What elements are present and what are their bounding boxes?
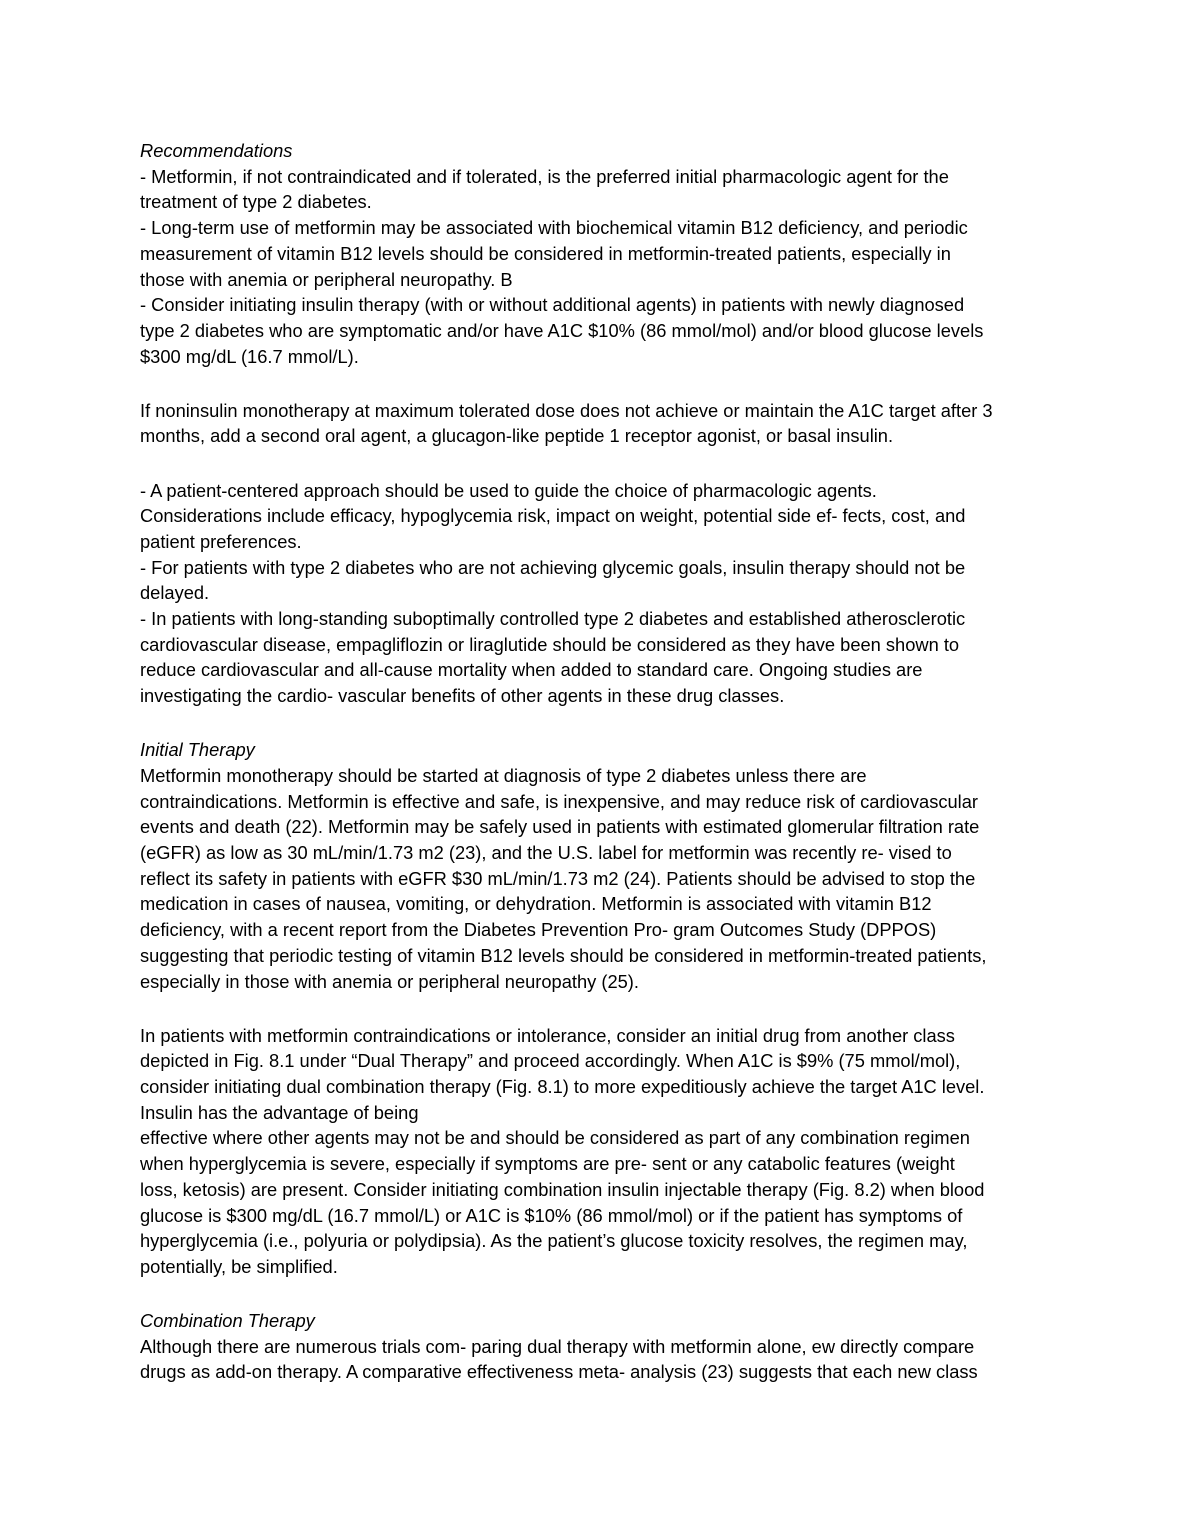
text-line: those with anemia or peripheral neuropathy. B (140, 268, 513, 290)
text-line: - For patients with type 2 diabetes who are not achieving glycemic goals, insulin therapy should not be (140, 556, 966, 578)
text-line: - A patient-centered approach should be used to guide the choice of pharmacologic agents. (140, 479, 877, 501)
text-line: - Metformin, if not contraindicated and if tolerated, is the preferred initial pharmacologic agent for the (140, 165, 949, 187)
paragraph-spacer (140, 1280, 1052, 1308)
text-line: measurement of vitamin B12 levels should be considered in metformin-treated patients, especially in (140, 242, 951, 264)
text-line: consider initiating dual combination therapy (Fig. 8.1) to more expeditiously achieve the target A1C level. (140, 1076, 985, 1098)
text-line: events and death (22). Metformin may be safely used in patients with estimated glomerular filtration rate (140, 816, 980, 838)
text-line: Metformin monotherapy should be started at diagnosis of type 2 diabetes unless there are (140, 764, 867, 786)
document-section (140, 398, 1052, 449)
text-line: (eGFR) as low as 30 mL/min/1.73 m2 (23), and the U.S. label for metformin was recently re- vised to (140, 842, 952, 864)
paragraph-spacer (140, 709, 1052, 737)
text-line: delayed. (140, 582, 210, 604)
section-heading: Combination Therapy (140, 1310, 315, 1332)
text-line: when hyperglycemia is severe, especially if symptoms are pre- sent or any catabolic features (weight (140, 1153, 955, 1175)
text-line: medication in cases of nausea, vomiting, or dehydration. Metformin is associated with vitamin B12 (140, 893, 932, 915)
document-section (140, 1023, 1052, 1280)
paragraph-spacer (140, 369, 1052, 397)
text-line: - Long-term use of metformin may be associated with biochemical vitamin B12 deficiency, and periodic (140, 217, 968, 239)
text-line: type 2 diabetes who are symptomatic and/or have A1C $10% (86 mmol/mol) and/or blood glucose levels (140, 319, 984, 341)
text-line: $300 mg/dL (16.7 mmol/L). (140, 345, 359, 367)
text-line: In patients with metformin contraindications or intolerance, consider an initial drug from another class (140, 1024, 955, 1046)
section-heading: Initial Therapy (140, 739, 255, 761)
text-line: loss, ketosis) are present. Consider initiating combination insulin injectable therapy (Fig. 8.2) when blood (140, 1178, 985, 1200)
text-line: patient preferences. (140, 530, 302, 552)
text-line: cardiovascular disease, empagliflozin or liraglutide should be considered as they have been shown to (140, 633, 960, 655)
text-line: months, add a second oral agent, a glucagon-like peptide 1 receptor agonist, or basal insulin. (140, 425, 894, 447)
text-line: drugs as add-on therapy. A comparative effectiveness meta- analysis (23) suggests that each new class (140, 1361, 978, 1383)
text-line: Although there are numerous trials com- paring dual therapy with metformin alone, ew directly compare (140, 1335, 975, 1357)
text-line: especially in those with anemia or peripheral neuropathy (25). (140, 970, 639, 992)
text-line: investigating the cardio- vascular benefits of other agents in these drug classes. (140, 685, 785, 707)
document-section (140, 138, 1052, 369)
text-line: - Consider initiating insulin therapy (with or without additional agents) in patients with newly diagnosed (140, 294, 965, 316)
text-line: glucose is $300 mg/dL (16.7 mmol/L) or A1C is $10% (86 mmol/mol) or if the patient has symptoms of (140, 1204, 963, 1226)
section-heading: Recommendations (140, 140, 293, 161)
text-line: deficiency, with a recent report from the Diabetes Prevention Pro- gram Outcomes Study (DPPOS) (140, 919, 937, 941)
text-line: hyperglycemia (i.e., polyuria or polydipsia). As the patient’s glucose toxicity resolves, the regimen may, (140, 1230, 968, 1252)
text-line: Insulin has the advantage of being (140, 1101, 419, 1123)
text-line: contraindications. Metformin is effective and safe, is inexpensive, and may reduce risk of cardiovascular (140, 790, 978, 812)
text-line: potentially, be simplified. (140, 1255, 338, 1277)
document-page (140, 138, 1052, 1385)
text-line: Considerations include efficacy, hypoglycemia risk, impact on weight, potential side ef- fects, cost, and (140, 505, 966, 527)
text-line: - In patients with long-standing suboptimally controlled type 2 diabetes and established atherosclerotic (140, 608, 966, 630)
text-line: suggesting that periodic testing of vitamin B12 levels should be considered in metformin-treated patients, (140, 944, 987, 966)
document-section (140, 737, 1052, 994)
text-line: reduce cardiovascular and all-cause mortality when added to standard care. Ongoing studies are (140, 659, 923, 681)
paragraph-spacer (140, 994, 1052, 1022)
text-line: depicted in Fig. 8.1 under “Dual Therapy” and proceed accordingly. When A1C is $9% (75 mmol/mol), (140, 1050, 961, 1072)
document-section (140, 478, 1052, 709)
document-section (140, 1308, 1052, 1385)
text-line: effective where other agents may not be and should be considered as part of any combination regimen (140, 1127, 970, 1149)
text-line: reflect its safety in patients with eGFR $30 mL/min/1.73 m2 (24). Patients should be advised to stop the (140, 867, 976, 889)
text-line: treatment of type 2 diabetes. (140, 191, 372, 213)
text-line: If noninsulin monotherapy at maximum tolerated dose does not achieve or maintain the A1C target after 3 (140, 399, 993, 421)
paragraph-spacer (140, 449, 1052, 477)
